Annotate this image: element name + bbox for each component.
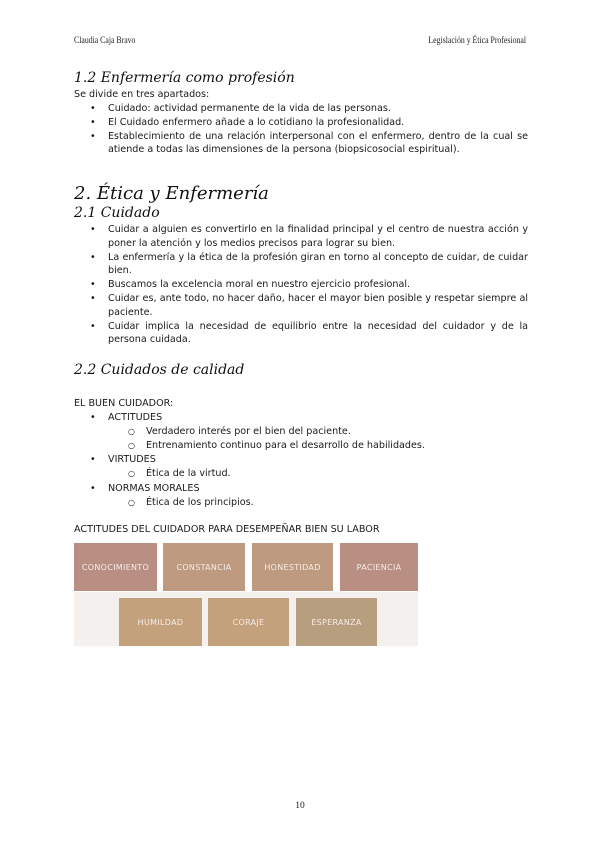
good-caregiver-label: EL BUEN CUIDADOR: bbox=[74, 398, 174, 409]
list-item: • La enfermería y la ética de la profesión giran en torno al concepto de cuidar, de cuidar bien. bbox=[74, 251, 528, 279]
heading-2-1: 2.1 Cuidado bbox=[74, 205, 160, 221]
list-2-1 bbox=[74, 223, 528, 347]
header-course: Legislación y Ética Profesional bbox=[428, 36, 526, 46]
list-item: • Cuidar implica la necesidad de equilibrio entre la necesidad del cuidador y de la persona cuidada. bbox=[74, 320, 528, 348]
list-item: • El Cuidado enfermero añade a lo cotidiano la profesionalidad. bbox=[74, 116, 528, 130]
list-item: • Establecimiento de una relación interpersonal con el enfermero, dentro de la cual se atiende a todas las dimensiones de la persona (biopsicosocial espiritual). bbox=[74, 130, 528, 158]
box-esperanza: ESPERANZA bbox=[296, 598, 377, 646]
list-item: • Cuidar a alguien es convertirlo en la finalidad principal y el centro de nuestra acción y poner la atención y los medios precisos para lograr su bien. bbox=[74, 223, 528, 251]
list-item: • Cuidar es, ante todo, no hacer daño, hacer el mayor bien posible y respetar siempre al paciente. bbox=[74, 292, 528, 320]
list-1-2 bbox=[74, 102, 528, 157]
box-humildad: HUMILDAD bbox=[119, 598, 202, 646]
box-constancia: CONSTANCIA bbox=[163, 543, 245, 591]
page-number: 10 bbox=[295, 801, 305, 811]
group-label: VIRTUDES bbox=[108, 454, 156, 465]
box-paciencia: PACIENCIA bbox=[340, 543, 418, 591]
heading-1-2: 1.2 Enfermería como profesión bbox=[74, 70, 295, 86]
diagram-title: ACTITUDES DEL CUIDADOR PARA DESEMPEÑAR BIEN SU LABOR bbox=[74, 524, 380, 535]
group-label: ACTITUDES bbox=[108, 412, 163, 423]
intro-text: Se divide en tres apartados: bbox=[74, 89, 210, 100]
box-coraje: CORAJE bbox=[208, 598, 289, 646]
heading-2-2: 2.2 Cuidados de calidad bbox=[74, 362, 245, 378]
header-author: Claudia Caja Bravo bbox=[74, 36, 136, 46]
list-item: • Buscamos la excelencia moral en nuestro ejercicio profesional. bbox=[74, 278, 528, 292]
group-label: NORMAS MORALES bbox=[108, 483, 200, 494]
box-honestidad: HONESTIDAD bbox=[252, 543, 333, 591]
list-item: • Cuidado: actividad permanente de la vida de las personas. bbox=[74, 102, 528, 116]
box-conocimiento: CONOCIMIENTO bbox=[74, 543, 157, 591]
heading-2: 2. Ética y Enfermería bbox=[74, 183, 269, 204]
